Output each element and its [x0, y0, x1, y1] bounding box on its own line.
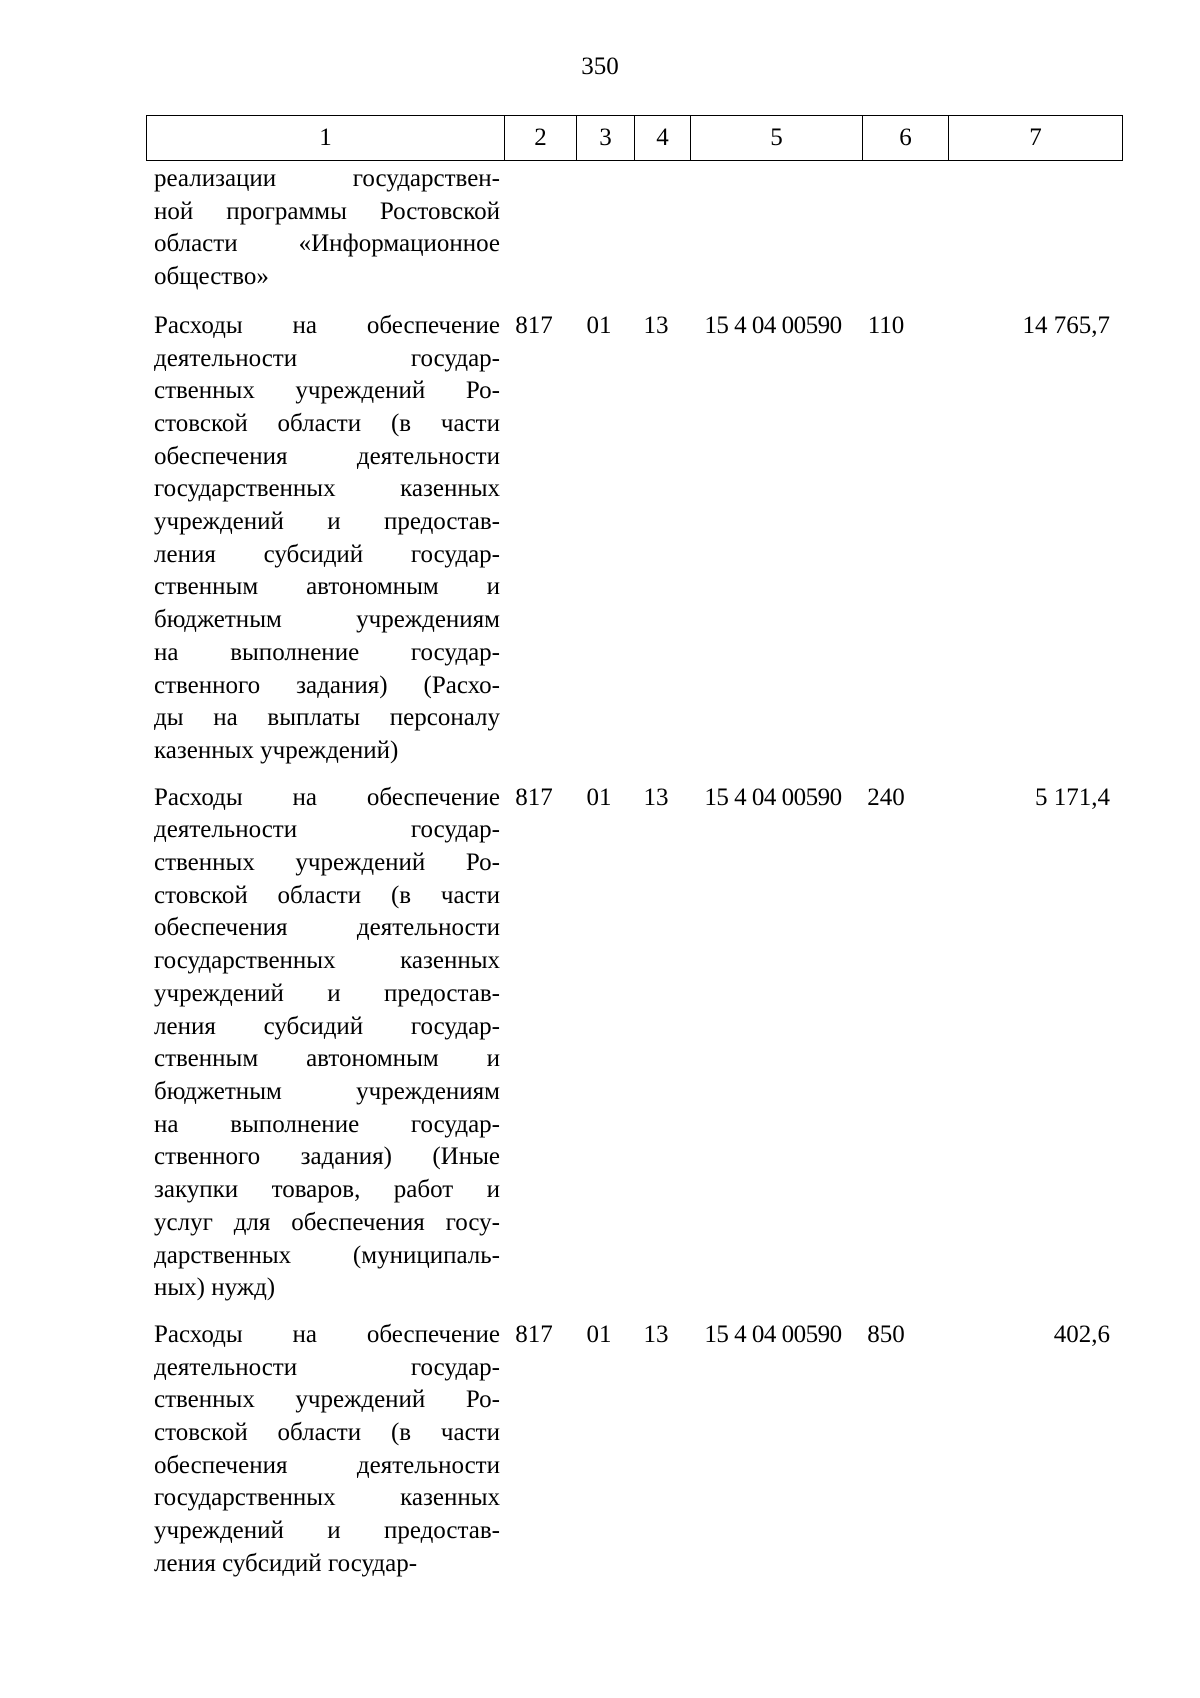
- code-subsection: 13: [643, 311, 669, 339]
- description-line: ственного задания) (Расхо-: [154, 671, 500, 699]
- description-line: ной программы Ростовской: [154, 197, 500, 225]
- code-expense-type: 110: [867, 311, 905, 339]
- description-line: общество»: [154, 263, 269, 291]
- code-expense-type: 240: [867, 783, 905, 811]
- header-col-1: 1: [147, 116, 505, 161]
- description-line: обеспечения деятельности: [154, 1451, 500, 1479]
- description-line: государственных казенных: [154, 1484, 500, 1512]
- amount: 14 765,7: [1022, 311, 1110, 339]
- header-row: [147, 116, 1123, 161]
- description-line: ственным автономным и: [154, 573, 500, 601]
- description-line: ления субсидий государ-: [154, 540, 500, 568]
- description-line: деятельности государ-: [154, 344, 500, 372]
- description-line: обеспечения деятельности: [154, 914, 500, 942]
- code-expense-type: 850: [867, 1320, 905, 1348]
- table-body: [146, 163, 1122, 1581]
- code-target-article: 15 4 04 00590: [704, 311, 842, 339]
- description-line: бюджетным учреждениям: [154, 606, 500, 634]
- table-row: [146, 1319, 1122, 1581]
- description-line: области «Информационное: [154, 230, 500, 258]
- header-col-3: 3: [577, 116, 635, 161]
- code-target-article: 15 4 04 00590: [704, 1320, 842, 1348]
- code-section: 01: [586, 783, 612, 811]
- description-line: стовской области (в части: [154, 1419, 500, 1447]
- description-line: ственных учреждений Ро-: [154, 849, 500, 877]
- code-section: 01: [586, 311, 612, 339]
- description-line: учреждений и предостав-: [154, 508, 500, 536]
- description-line: ственных учреждений Ро-: [154, 1386, 500, 1414]
- description-line: стовской области (в части: [154, 409, 500, 437]
- description-line: Расходы на обеспечение: [154, 1320, 500, 1348]
- description-line: Расходы на обеспечение: [154, 783, 500, 811]
- header-col-2: 2: [505, 116, 577, 161]
- description-line: казенных учреждений): [154, 736, 399, 764]
- amount: 5 171,4: [1035, 783, 1110, 811]
- description-line: услуг для обеспечения госу-: [154, 1208, 500, 1236]
- code-admin: 817: [515, 311, 553, 339]
- description-line: ственным автономным и: [154, 1045, 500, 1073]
- header-col-6: 6: [863, 116, 949, 161]
- header-col-7: 7: [949, 116, 1123, 161]
- table-row: [146, 163, 1122, 294]
- description-line: ления субсидий государ-: [154, 1549, 418, 1577]
- description-line: бюджетным учреждениям: [154, 1077, 500, 1105]
- code-admin: 817: [515, 1320, 553, 1348]
- code-subsection: 13: [643, 783, 669, 811]
- description-line: стовской области (в части: [154, 881, 500, 909]
- description-line: на выполнение государ-: [154, 1110, 500, 1138]
- description-line: ления субсидий государ-: [154, 1012, 500, 1040]
- description-line: ды на выплаты персоналу: [154, 704, 500, 732]
- header-col-4: 4: [635, 116, 691, 161]
- description-line: деятельности государ-: [154, 816, 500, 844]
- code-section: 01: [586, 1320, 612, 1348]
- description-line: на выполнение государ-: [154, 638, 500, 666]
- description-line: обеспечения деятельности: [154, 442, 500, 470]
- description-line: Расходы на обеспечение: [154, 311, 500, 339]
- amount: 402,6: [1053, 1320, 1110, 1348]
- row-description: [146, 163, 500, 294]
- description-line: учреждений и предостав-: [154, 1517, 500, 1545]
- description-line: закупки товаров, работ и: [154, 1176, 500, 1204]
- code-admin: 817: [515, 783, 553, 811]
- description-line: ных) нужд): [154, 1274, 276, 1302]
- code-target-article: 15 4 04 00590: [704, 783, 842, 811]
- row-description: [146, 1319, 500, 1581]
- description-line: дарственных (муниципаль-: [154, 1241, 500, 1269]
- description-line: реализации государствен-: [154, 165, 500, 192]
- row-description: [146, 782, 500, 1305]
- description-line: ственных учреждений Ро-: [154, 377, 500, 405]
- description-line: государственных казенных: [154, 475, 500, 503]
- table-header: [146, 115, 1123, 161]
- table-row: [146, 782, 1122, 1305]
- description-line: учреждений и предостав-: [154, 979, 500, 1007]
- code-subsection: 13: [643, 1320, 669, 1348]
- description-line: государственных казенных: [154, 947, 500, 975]
- row-description: [146, 310, 500, 768]
- header-col-5: 5: [691, 116, 863, 161]
- page-number: 350: [581, 53, 619, 80]
- table-row: [146, 310, 1122, 768]
- description-line: деятельности государ-: [154, 1353, 500, 1381]
- description-line: ственного задания) (Иные: [154, 1143, 500, 1171]
